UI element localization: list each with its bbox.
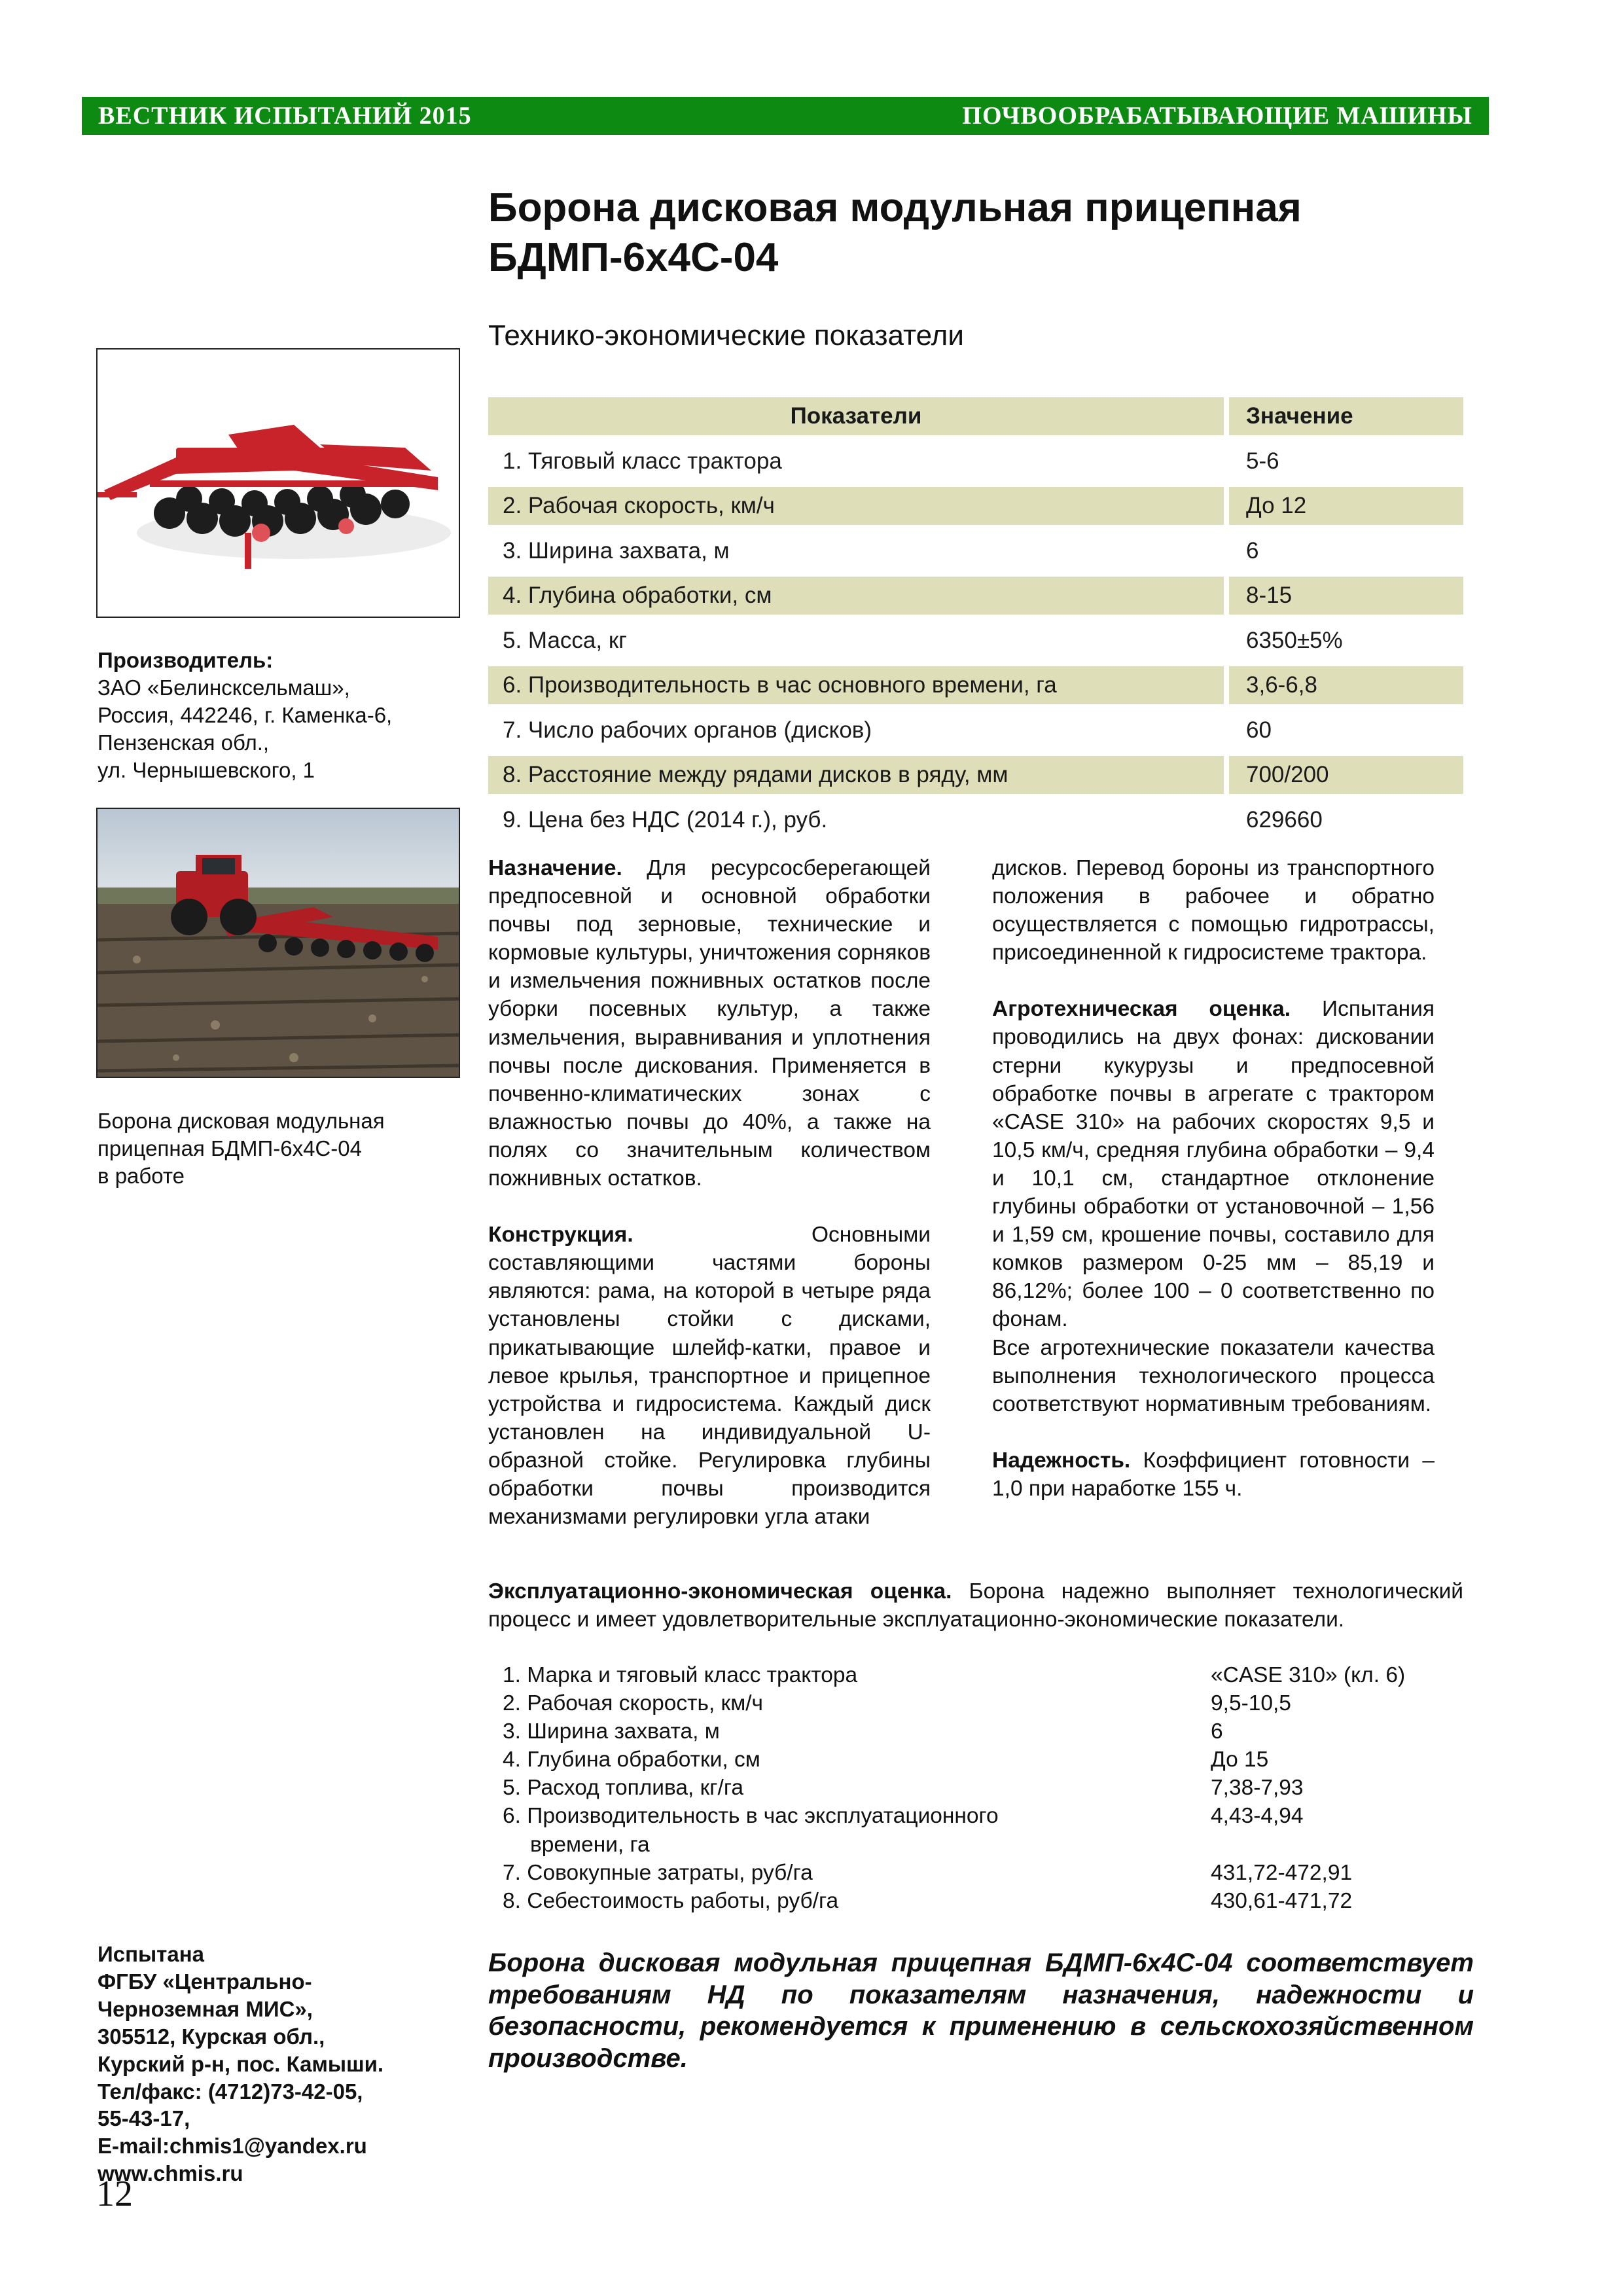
row-value: 700/200 xyxy=(1229,756,1463,794)
reliability-heading: Надежность. xyxy=(992,1448,1131,1473)
indicator-value xyxy=(1211,1831,1466,1859)
testing-info-line: Курский р-н, пос. Камыши. xyxy=(98,2051,384,2076)
economic-assessment-heading: Эксплуатационно-экономическая оценка. xyxy=(488,1579,952,1604)
economic-assessment-paragraph xyxy=(488,1577,1463,1634)
agro-text: Испытания проводились на двух фонах: дисковании стерни кукурузы и предпосевной обработке почвы в агрегате с трактором «CASE 310» на рабочих скоростях 9,5 и 10,5 км/ч, средняя глубина обработки – 9,4 и 10,1 см, стандартное отклонение глубины обработки от установочной – 1,56 и 1,59 см, крошение почвы, составило для комков размером 0-25 мм – 85,19 и 86,12%; более 100 – 0 соответственно по фонам. xyxy=(992,997,1435,1332)
row-value: До 12 xyxy=(1229,487,1463,525)
indicator-name: 4. Глубина обработки, см xyxy=(503,1748,760,1772)
specifications-table xyxy=(488,394,1463,842)
row-indicator: 8. Расстояние между рядами дисков в ряду, мм xyxy=(488,756,1224,794)
indicator-name: 3. Ширина захвата, м xyxy=(503,1719,720,1744)
construction-heading: Конструкция. xyxy=(488,1223,633,1247)
column-header-indicator: Показатели xyxy=(488,397,1224,435)
testing-email[interactable]: E-mail:chmis1@yandex.ru xyxy=(98,2134,367,2159)
journal-header-bar xyxy=(82,97,1489,135)
row-value: 6 xyxy=(1246,537,1259,564)
indicator-value: 9,5-10,5 xyxy=(1211,1691,1291,1716)
row-value: 60 xyxy=(1246,717,1272,743)
list-item xyxy=(503,1661,1471,1689)
row-indicator: 1. Тяговый класс трактора xyxy=(503,448,782,474)
row-value: 6350±5% xyxy=(1246,627,1343,653)
article-title xyxy=(488,183,1470,282)
economic-assessment-text: Борона надежно выполняет технологический процесс и имеет удовлетворительные эксплуатационно-экономические показатели. xyxy=(488,1579,1463,1632)
table-row xyxy=(488,484,1463,529)
table-row xyxy=(488,573,1463,619)
photo-caption-line: в работе xyxy=(98,1163,185,1188)
column-header-value: Значение xyxy=(1229,397,1463,435)
manufacturer-info xyxy=(98,647,464,784)
list-item xyxy=(503,1887,1471,1915)
body-column-right xyxy=(992,854,1435,1531)
manufacturer-line: Россия, 442246, г. Каменка-6, xyxy=(98,702,393,727)
indicator-value: 6 xyxy=(1211,1719,1223,1744)
row-indicator: 6. Производительность в час основного времени, га xyxy=(488,666,1224,704)
construction-continuation: дисков. Перевод бороны из транспортного положения в рабочее и обратно осуществляется с помощью гидротрассы, присоединенной к гидросистеме трактора. xyxy=(992,856,1435,965)
list-item xyxy=(503,1859,1471,1887)
indicator-name: 8. Себестоимость работы, руб/га xyxy=(503,1888,839,1913)
construction-paragraph xyxy=(488,1221,931,1531)
photo-caption-line: прицепная БДМП-6х4С-04 xyxy=(98,1136,362,1160)
list-item xyxy=(503,1746,1471,1774)
indicator-name: времени, га xyxy=(530,1832,650,1857)
economic-indicators-list xyxy=(503,1661,1471,1915)
indicator-name: 2. Рабочая скорость, км/ч xyxy=(503,1691,764,1716)
list-item xyxy=(503,1831,1471,1859)
table-row xyxy=(488,798,1463,843)
table-row xyxy=(488,529,1463,574)
testing-organization-info xyxy=(98,1941,464,2187)
table-row xyxy=(488,663,1463,708)
testing-info-line: 305512, Курская обл., xyxy=(98,2024,325,2049)
indicator-name: 1. Марка и тяговый класс трактора xyxy=(503,1663,858,1687)
agro-paragraph-2: Все агротехнические показатели качества выполнения технологического процесса соответствуют нормативным требованиям. xyxy=(992,1335,1435,1416)
row-value: 8-15 xyxy=(1229,577,1463,615)
indicator-value: 430,61-471,72 xyxy=(1211,1888,1353,1913)
harrow-photo xyxy=(96,348,460,618)
table-header-row xyxy=(488,394,1463,439)
testing-info-line: 55-43-17, xyxy=(98,2106,190,2131)
indicator-value: 4,43-4,94 xyxy=(1211,1804,1304,1829)
list-item xyxy=(503,1717,1471,1746)
testing-info-line: ФГБУ «Центрально- xyxy=(98,1969,312,1994)
indicator-value: До 15 xyxy=(1211,1748,1269,1772)
table-heading: Технико-экономические показатели xyxy=(488,319,964,351)
row-indicator: 3. Ширина захвата, м xyxy=(503,537,730,564)
row-indicator: 5. Масса, кг xyxy=(503,627,627,653)
table-row xyxy=(488,619,1463,664)
harrow-in-field-photo xyxy=(96,808,460,1078)
purpose-paragraph xyxy=(488,854,931,1193)
photo-caption-line: Борона дисковая модульная xyxy=(98,1109,385,1133)
table-row xyxy=(488,439,1463,484)
list-item xyxy=(503,1774,1471,1802)
body-column-left xyxy=(488,854,931,1531)
testing-website-link[interactable]: www.chmis.ru xyxy=(98,2161,243,2186)
manufacturer-label: Производитель: xyxy=(98,648,274,672)
row-indicator: 9. Цена без НДС (2014 г.), руб. xyxy=(503,806,828,833)
purpose-text: Для ресурсосберегающей предпосевной и основной обработки почвы под зерновые, технические и кормовые культуры, уничтожения сорняков и измельчения пожнивных остатков после уборки посевных культур, а также измельчения, выравнивания и уплотнения почвы после дискования. Применяется в почвенно-климатических зонах с влажностью почвы до 40%, а также на полях со значительным количеством пожнивных остатков. xyxy=(488,856,931,1191)
indicator-name: 6. Производительность в час эксплуатационного xyxy=(503,1804,999,1829)
reliability-paragraph xyxy=(992,1446,1435,1503)
row-value: 3,6-6,8 xyxy=(1229,666,1463,704)
list-item xyxy=(503,1689,1471,1717)
reliability-text: Коэффициент готовности – 1,0 при наработке 155 ч. xyxy=(992,1448,1435,1501)
table-row xyxy=(488,753,1463,798)
indicator-value: 7,38-7,93 xyxy=(1211,1776,1304,1801)
testing-info-line: Черноземная МИС», xyxy=(98,1996,313,2021)
testing-info-line: Испытана xyxy=(98,1942,204,1966)
conclusion-text: Борона дисковая модульная прицепная БДМП-6х4С-04 соответствует требованиям НД по показателям назначения, надежности и безопасности, рекомендуется к применению в сельскохозяйственном производстве. xyxy=(488,1948,1474,2073)
agro-paragraph xyxy=(992,995,1435,1333)
article-title-line-2: БДМП-6х4С-04 xyxy=(488,234,779,280)
list-item xyxy=(503,1802,1471,1830)
photo-caption xyxy=(98,1107,464,1190)
purpose-heading: Назначение. xyxy=(488,856,622,880)
row-indicator: 4. Глубина обработки, см xyxy=(488,577,1224,615)
manufacturer-line: ЗАО «Белинсксельмаш», xyxy=(98,675,350,700)
manufacturer-line: ул. Чернышевского, 1 xyxy=(98,757,315,782)
journal-title: ВЕСТНИК ИСПЫТАНИЙ 2015 xyxy=(98,102,472,130)
indicator-name: 7. Совокупные затраты, руб/га xyxy=(503,1860,813,1885)
indicator-name: 5. Расход топлива, кг/га xyxy=(503,1776,743,1801)
agro-heading: Агротехническая оценка. xyxy=(992,997,1291,1022)
indicator-value: «CASE 310» (кл. 6) xyxy=(1211,1663,1406,1687)
construction-text: Основными составляющими частями бороны являются: рама, на которой в четыре ряда установлены стойки с дисками, прикатывающие шлейф-катки, правое и левое крылья, транспортное и прицепное устройства и гидросистема. Каждый диск установлен на индивидуальной U-образной стойке. Регулировка глубины обработки почвы производится механизмами регулировки угла атаки xyxy=(488,1223,931,1530)
testing-info-line: Тел/факс: (4712)73-42-05, xyxy=(98,2079,363,2104)
article-title-line-1: Борона дисковая модульная прицепная xyxy=(488,185,1302,230)
row-value: 5-6 xyxy=(1246,448,1279,474)
row-indicator: 2. Рабочая скорость, км/ч xyxy=(488,487,1224,525)
manufacturer-line: Пензенская обл., xyxy=(98,730,270,755)
section-title: ПОЧВООБРАБАТЫВАЮЩИЕ МАШИНЫ xyxy=(962,102,1472,130)
row-indicator: 7. Число рабочих органов (дисков) xyxy=(503,717,872,743)
table-row xyxy=(488,708,1463,753)
indicator-value: 431,72-472,91 xyxy=(1211,1860,1353,1885)
page-number: 12 xyxy=(96,2174,133,2214)
row-value: 629660 xyxy=(1246,806,1323,833)
